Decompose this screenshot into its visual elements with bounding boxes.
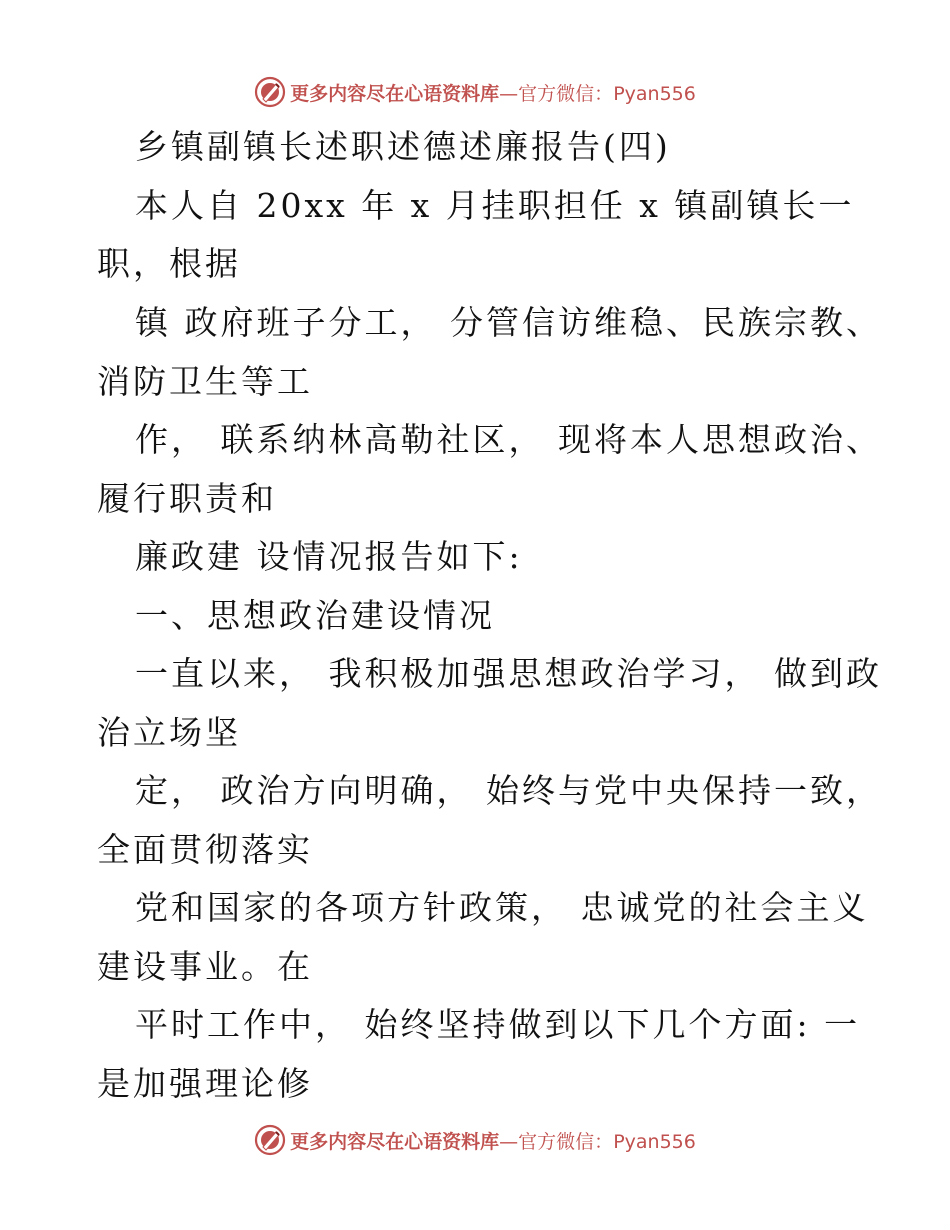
text-line: 是加强理论修 <box>97 1064 313 1103</box>
text-line: 作， 联系纳林高勒社区， 现将本人思想政治、 <box>135 420 882 459</box>
watermark-account: Pyan556 <box>613 1130 696 1153</box>
watermark-official: 官方微信： <box>518 82 614 105</box>
text-line: 廉政建 设情况报告如下: <box>135 537 523 576</box>
text-line: 党和国家的各项方针政策， 忠诚党的社会主义 <box>135 888 869 927</box>
text-line: 平时工作中， 始终坚持做到以下几个方面: 一 <box>135 1005 861 1044</box>
watermark-brand: 更多内容尽在心语资料库 <box>290 1130 500 1153</box>
text-line: 履行职责和 <box>97 479 277 518</box>
text-line: 定， 政治方向明确， 始终与党中央保持一致， <box>135 771 882 810</box>
text-line: 本人自 20xx 年 x 月挂职担任 x 镇副镇长一 <box>135 186 855 225</box>
text-line: 建设事业。在 <box>97 947 313 986</box>
text-line: 镇 政府班子分工， 分管信访维稳、民族宗教、 <box>135 303 882 342</box>
text-line: 职，根据 <box>97 244 241 283</box>
footer-watermark <box>0 1120 950 1160</box>
watermark-account: Pyan556 <box>613 82 696 105</box>
watermark-official: 官方微信： <box>518 1130 614 1153</box>
watermark-brand: 更多内容尽在心语资料库 <box>290 82 500 105</box>
section-heading: 一、思想政治建设情况 <box>135 596 495 635</box>
watermark-separator: — <box>499 82 519 105</box>
watermark-text <box>290 1127 696 1154</box>
pen-seal-icon <box>254 1124 286 1156</box>
text-line: 消防卫生等工 <box>97 362 313 401</box>
document-title: 乡镇副镇长述职述德述廉报告(四) <box>135 127 671 166</box>
text-line: 全面贯彻落实 <box>97 830 313 869</box>
text-line: 一直以来， 我积极加强思想政治学习， 做到政 <box>135 654 882 693</box>
watermark-separator: — <box>499 1130 519 1153</box>
text-line: 治立场坚 <box>97 713 241 752</box>
